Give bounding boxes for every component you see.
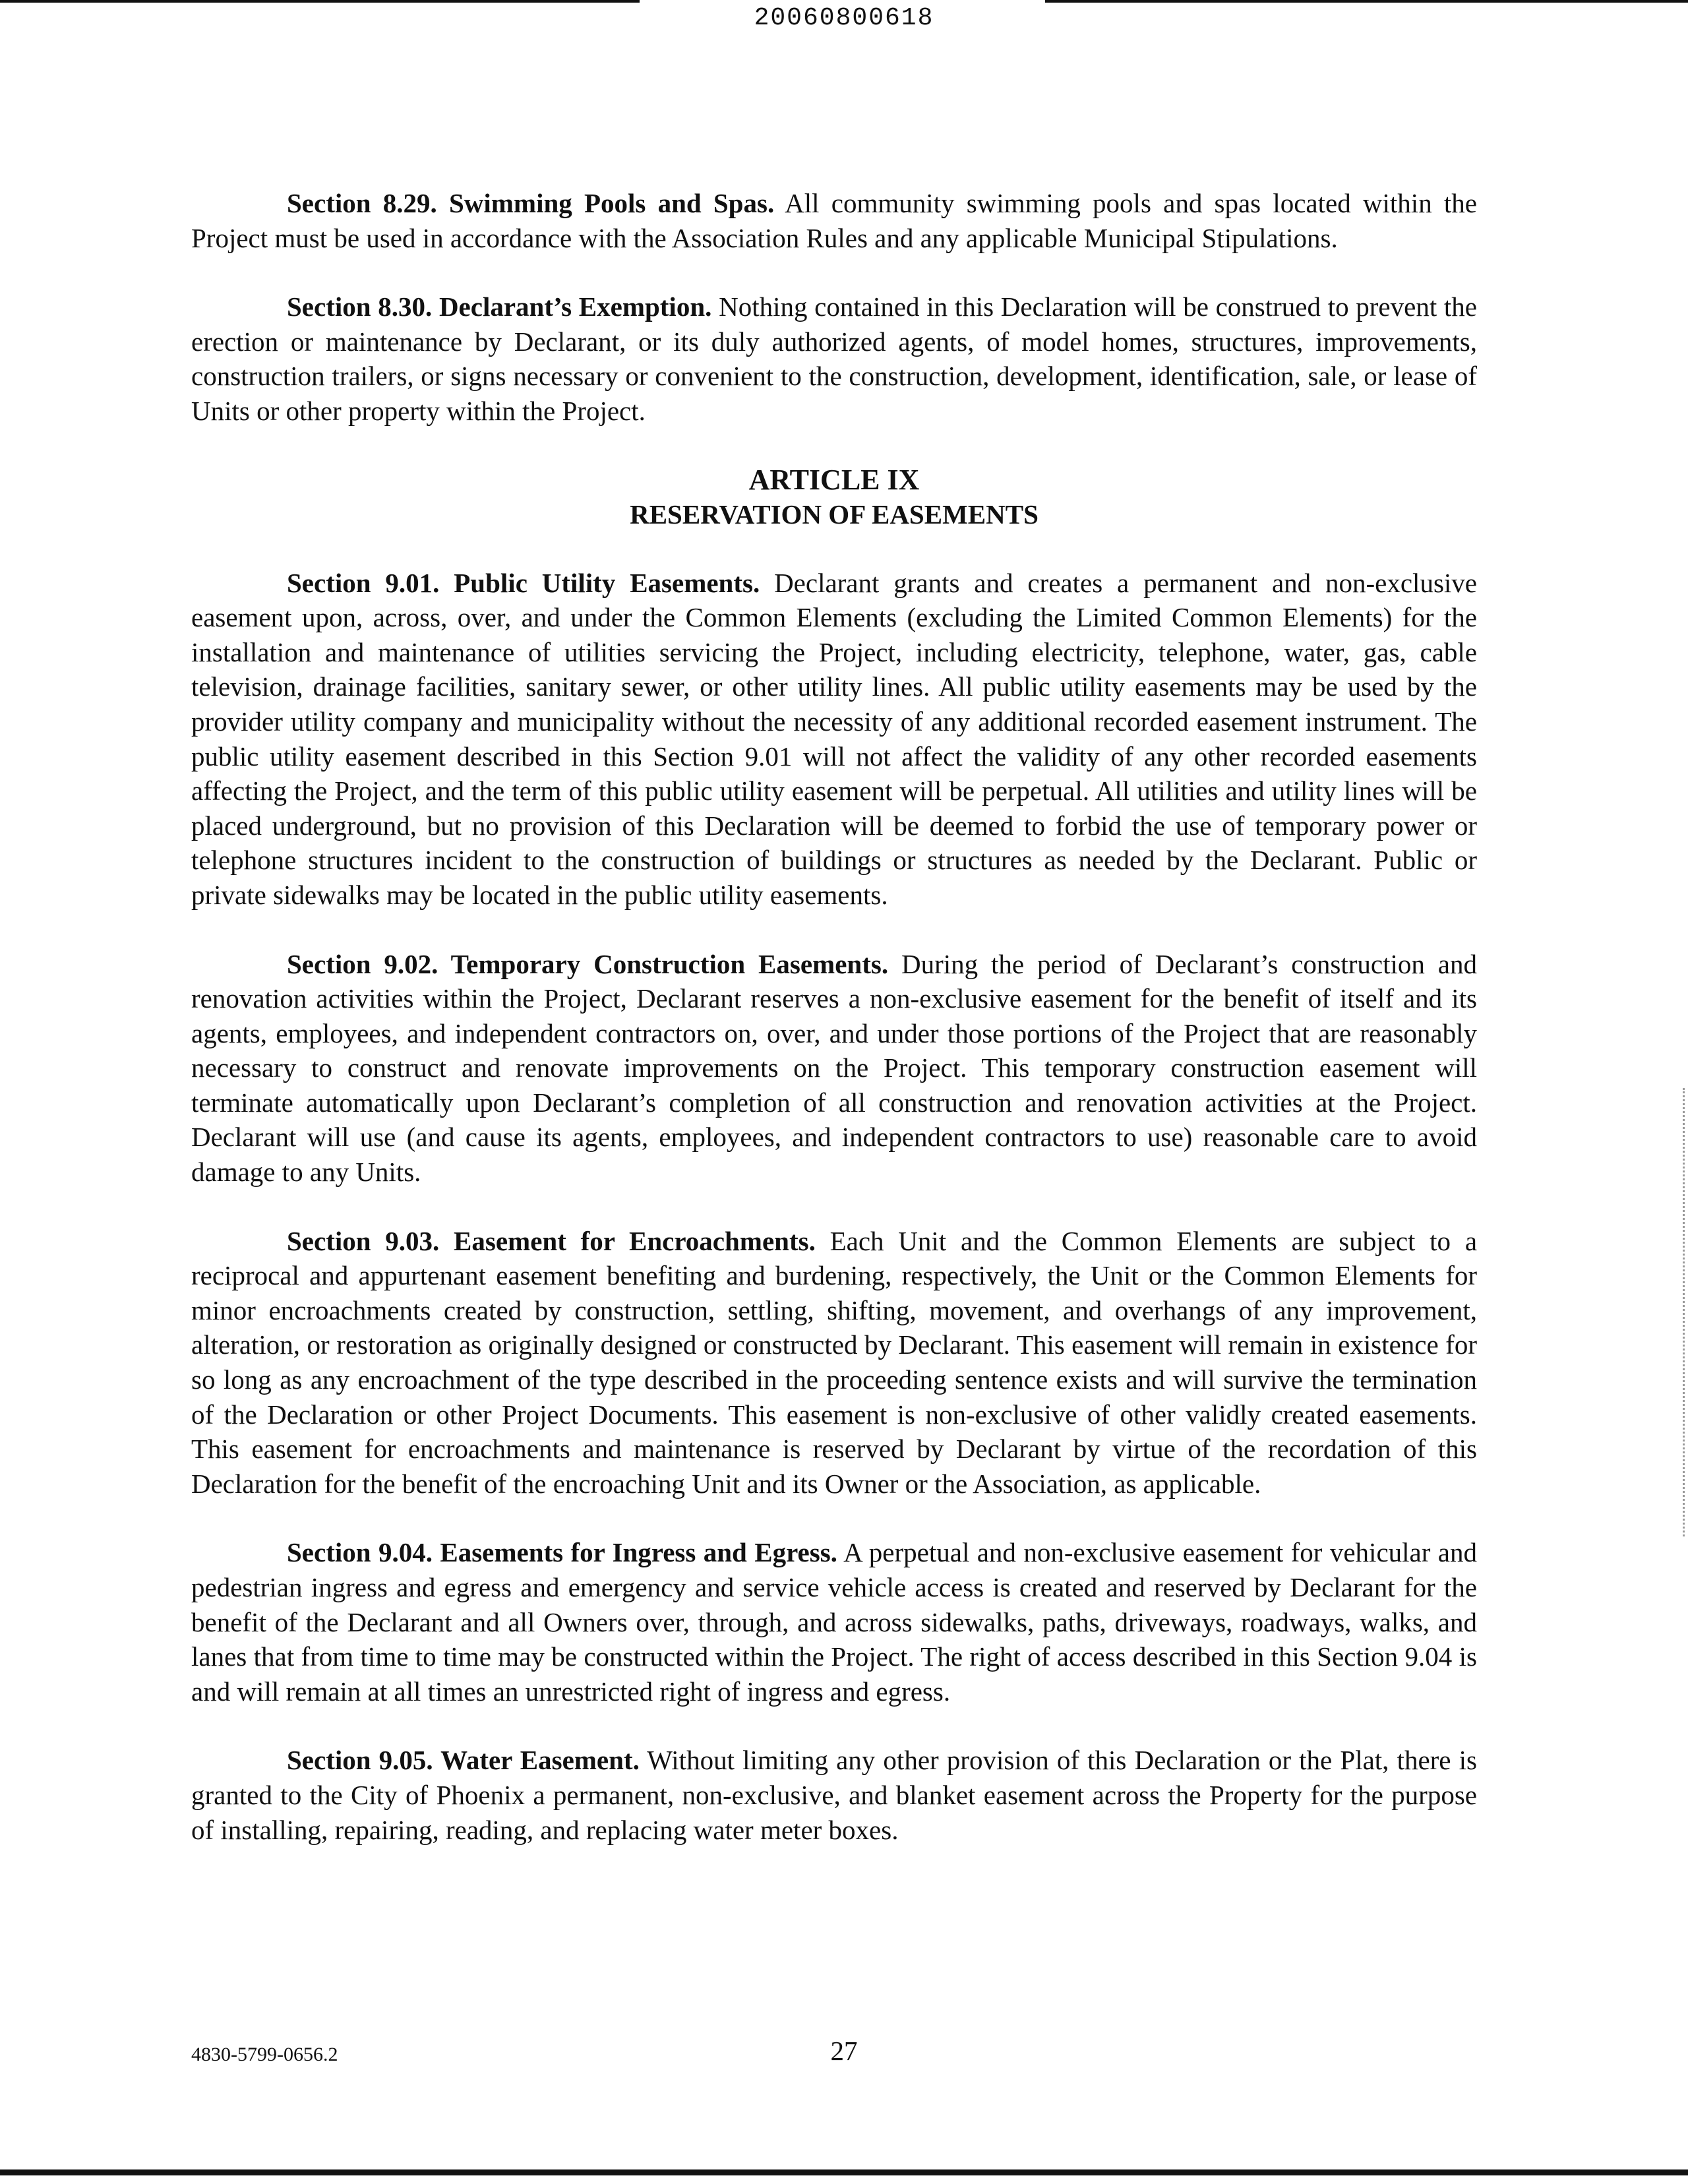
article-number: ARTICLE IX xyxy=(748,463,920,496)
section-heading: Section 9.02. Temporary Construction Easements. xyxy=(287,948,889,979)
article-title: RESERVATION OF EASEMENTS xyxy=(630,499,1039,530)
section-body: Each Unit and the Common Elements are subject to a reciprocal and appurtenant easement benefiting and burdening, respectively, the Unit or the Common Elements for minor encroachments created by construction, settling, shifting, movement, and overhangs of any improvement, alteration, or restoration as originally designed or constructed by Declarant. This easement will remain in existence for so long as any encroachment of the type described in the proceeding sentence exists and will survive the termination of the Declaration or other Project Documents. This easement is non-exclusive of other validly created easements. This easement for encroachments and maintenance is reserved by Declarant by virtue of the recordation of this Declaration for the benefit of the encroaching Unit and its Owner or the Association, as applicable. xyxy=(191,1225,1478,1499)
section-body: Nothing contained in this Declaration will be construed to prevent the erection or maintenance by Declarant, or its duly authorized agents, of model homes, structures, improvements, construction trailers, or signs necessary or convenient to the construction, development, identification, sale, or lease of Units or other property within the Project. xyxy=(191,291,1478,426)
section-heading: Section 9.03. Easement for Encroachments. xyxy=(287,1225,816,1256)
section-heading: Section 9.01. Public Utility Easements. xyxy=(287,567,760,598)
article-heading xyxy=(191,463,1477,531)
section-9-01 xyxy=(191,566,1477,913)
document-body xyxy=(191,186,1477,1881)
section-9-04 xyxy=(191,1535,1477,1709)
scan-edge-artifact xyxy=(1683,1088,1687,1536)
document-id: 4830-5799-0656.2 xyxy=(191,2044,338,2065)
section-8-29 xyxy=(191,186,1477,255)
section-heading: Section 8.30. Declarant’s Exemption. xyxy=(287,291,712,322)
section-body: Declarant grants and creates a permanent and non-exclusive easement upon, across, over, and under the Common Elements (excluding the Limited Common Elements) for the installation and maintenance of utilities servicing the Project, including electricity, telephone, water, gas, cable television, drainage facilities, sanitary sewer, or other utility lines. All public utility easements may be used by the provider utility company and municipality without the necessity of any additional recorded easement instrument. The public utility easement described in this Section 9.01 will not affect the validity of any other recorded easements affecting the Project, and the term of this public utility easement will be perpetual. All utilities and utility lines will be placed underground, but no provision of this Declaration will be deemed to forbid the use of temporary power or telephone structures incident to the construction of buildings or structures as needed by the Declarant. Public or private sidewalks may be located in the public utility easements. xyxy=(191,567,1477,910)
section-body: During the period of Declarant’s construction and renovation activities within the Project, Declarant reserves a non-exclusive easement for the benefit of itself and its agents, employees, and independent contractors on, over, and under those portions of the Project that are reasonably necessary to construct and renovate improvements on the Project. This temporary construction easement will terminate automatically upon Declarant’s completion of all construction and renovation activities at the Project. Declarant will use (and cause its agents, employees, and independent contractors to use) reasonable care to avoid damage to any Units. xyxy=(191,948,1477,1188)
section-body: All community swimming pools and spas located within the Project must be used in accordance with the Association Rules and any applicable Municipal Stipulations. xyxy=(191,188,1477,253)
top-rule-left xyxy=(0,0,640,3)
section-9-02 xyxy=(191,947,1477,1190)
recording-number: 20060800618 xyxy=(754,4,934,32)
section-9-03 xyxy=(191,1224,1477,1502)
section-heading: Section 9.05. Water Easement. xyxy=(287,1745,640,1776)
top-rule-right xyxy=(1045,0,1688,3)
bottom-rule xyxy=(0,2169,1688,2175)
section-heading: Section 8.29. Swimming Pools and Spas. xyxy=(287,188,775,218)
section-heading: Section 9.04. Easements for Ingress and Egress. xyxy=(287,1537,837,1568)
section-body: A perpetual and non-exclusive easement for vehicular and pedestrian ingress and egress and emergency and service vehicle access is created and reserved by Declarant for the benefit of the Declarant and all Owners over, through, and across sidewalks, paths, driveways, roadways, walks, and lanes that from time to time may be constructed within the Project. The right of access described in this Section 9.04 is and will remain at all times an unrestricted right of ingress and egress. xyxy=(191,1537,1477,1707)
section-8-30 xyxy=(191,289,1477,428)
section-9-05 xyxy=(191,1743,1477,1847)
section-body: Without limiting any other provision of this Declaration or the Plat, there is granted to the City of Phoenix a permanent, non-exclusive, and blanket easement across the Property for the purpose of installing, repairing, reading, and replacing water meter boxes. xyxy=(191,1745,1477,1845)
page-number: 27 xyxy=(830,2036,858,2066)
